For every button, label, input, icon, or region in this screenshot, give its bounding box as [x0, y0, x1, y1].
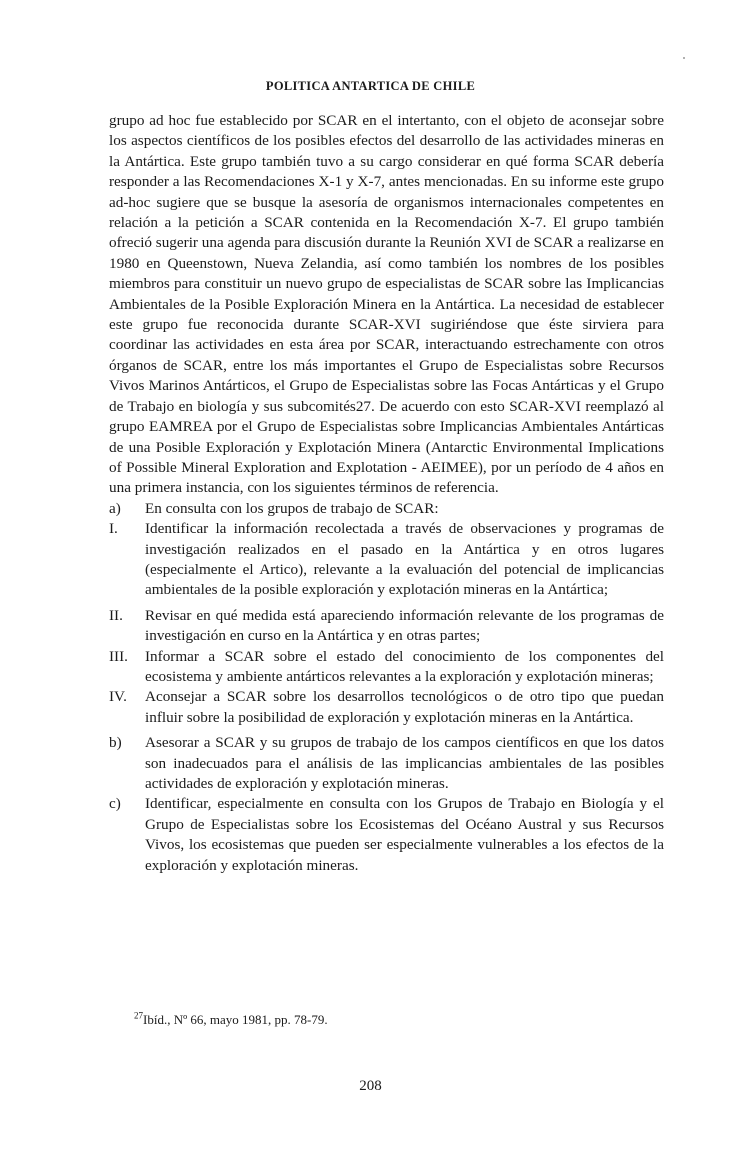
list-text: Asesorar a SCAR y su grupos de trabajo de los campos científicos en que los datos son inadecuados para el análisis de las implicancias ambientales de las posibles actividades de exploración y explotación mineras. [145, 734, 664, 792]
list-item [109, 687, 664, 728]
list-marker: c) [109, 795, 121, 813]
list-text: En consulta con los grupos de trabajo de SCAR: [145, 499, 439, 517]
main-paragraph: grupo ad hoc fue establecido por SCAR en el intertanto, con el objeto de aconsejar sobre los aspectos científicos de los posibles efectos del desarrollo de las actividades mineras en la Antártica. Este grupo también tuvo a su cargo considerar en qué forma SCAR debería responder a las Recomendaciones X-1 y X-7, antes mencionadas. En su informe este grupo ad-hoc sugiere que se busque la asesoría de organismos internacionales competentes en relación a la petición a SCAR contenida en la Recomendación X-7. El grupo también ofreció sugerir una agenda para discusión durante la Reunión XVI de SCAR a realizarse en 1980 en Queenstown, Nueva Zelandia, así como también los nombres de los posibles miembros para constituir un nuevo grupo de especialistas de SCAR sobre las Implicancias Ambientales de la Posible Exploración Minera en la Antártica. La necesidad de establecer este grupo fue reconocida durante SCAR-XVI sugiriéndose que éste sirviera para coordinar las actividades en esta área por SCAR, interactuando estrechamente con otros órganos de SCAR, entre los más importantes el Grupo de Especialistas sobre Recursos Vivos Marinos Antárticos, el Grupo de Especialistas sobre las Focas Antárticas y el Grupo de Trabajo en biología y sus subcomités27. De acuerdo con esto SCAR-XVI reemplazó al grupo EAMREA por el Grupo de Especialistas sobre Implicancias Ambientales Antárticas de una Posible Exploración y Explotación Minera (Antarctic Environmental Implications of Possible Mineral Exploration and Explotation - AEIMEE), por un período de 4 años en una primera instancia, con los siguientes términos de referencia. [109, 112, 664, 497]
list-text: Identificar, especialmente en consulta con los Grupos de Trabajo en Biología y el Grupo de Especialistas sobre los Ecosistemas del Océano Austral y sus Recursos Vivos, los ecosistemas que pueden ser especialmente vulnerables a los efectos de la exploración y explotación mineras. [145, 795, 664, 874]
page-body [109, 111, 664, 876]
list-text: Aconsejar a SCAR sobre los desarrollos tecnológicos o de otro tipo que puedan influir sobre la posibilidad de exploración y explotación mineras en la Antártica. [145, 688, 664, 726]
list-marker: I. [109, 520, 118, 538]
list-text: Revisar en qué medida está apareciendo información relevante de los programas de investigación en curso en la Antártica y en otras partes; [145, 606, 664, 645]
list-item [109, 519, 664, 601]
scan-speck [683, 57, 685, 59]
list-item [109, 647, 664, 688]
list-item [109, 606, 664, 647]
terms-of-reference-list [109, 499, 664, 876]
list-text: Identificar la información recolectada a través de observaciones y programas de investigación realizados en el pasado en la Antártica y en otros lugares (especialmente el Artico), relevante a la evaluación del potencial de implicancias ambientales de la posible exploración y explotación mineras en la Antártica; [145, 520, 664, 599]
page-number: 208 [359, 1078, 382, 1094]
footnote-number: 27 [134, 1010, 143, 1021]
list-text: Informar a SCAR sobre el estado del conocimiento de los componentes del ecosistema y ambiente antárticos relevantes a la exploración y explotación mineras; [145, 647, 664, 685]
list-marker: a) [109, 499, 121, 517]
list-marker: III. [109, 647, 128, 665]
running-header: POLITICA ANTARTICA DE CHILE [265, 79, 476, 93]
list-marker: b) [109, 734, 122, 752]
list-item [109, 733, 664, 794]
list-marker: II. [109, 606, 123, 624]
list-item [109, 794, 664, 876]
footnote [134, 1012, 328, 1028]
list-marker: IV. [109, 688, 127, 706]
footnote-text: Ibíd., Nº 66, mayo 1981, pp. 78-79. [143, 1012, 328, 1027]
list-item [109, 499, 664, 519]
